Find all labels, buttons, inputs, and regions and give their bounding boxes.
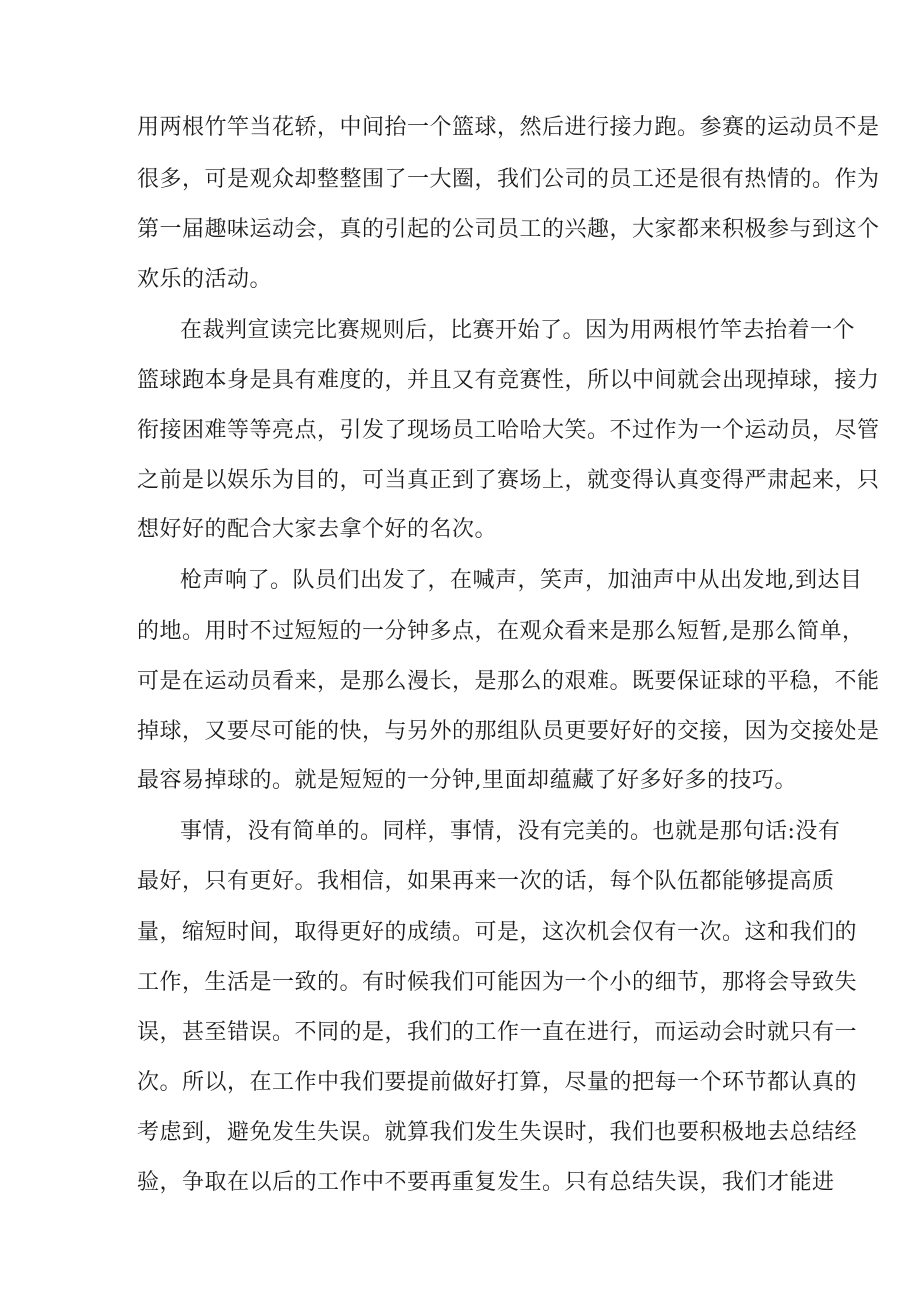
text-line: 工作，生活是一致的。有时候我们可能因为一个小的细节，那将会导致失 [137,970,858,995]
text-line: 在裁判宣读完比赛规则后，比赛开始了。因为用两根竹竿去抬着一个 [180,318,856,343]
text-line: 次。所以，在工作中我们要提前做好打算，尽量的把每一个环节都认真的 [137,1070,858,1095]
text-line: 量，缩短时间，取得更好的成绩。可是，这次机会仅有一次。这和我们的 [137,920,858,945]
text-line: 最好，只有更好。我相信，如果再来一次的话，每个队伍都能够提高质 [137,869,835,894]
text-line: 之前是以娱乐为目的，可当真正到了赛场上，就变得认真变得严肃起来，只 [137,468,880,493]
text-line: 用两根竹竿当花轿，中间抬一个篮球，然后进行接力跑。参赛的运动员不是 [137,115,880,140]
text-line: 可是在运动员看来，是那么漫长，是那么的艰难。既要保证球的平稳，不能 [137,669,880,694]
text-line: 欢乐的活动。 [137,267,273,292]
text-line: 衔接困难等等亮点，引发了现场员工哈哈大笑。不过作为一个运动员，尽管 [137,418,880,443]
text-line: 最容易掉球的。就是短短的一分钟,里面却蕴藏了好多好多的技巧。 [137,768,797,793]
text-line: 掉球，又要尽可能的快，与另外的那组队员更要好好的交接，因为交接处是 [137,719,880,744]
text-line: 的地。用时不过短短的一分钟多点，在观众看来是那么短暂,是那么简单， [137,619,865,644]
text-line: 篮球跑本身是具有难度的，并且又有竞赛性，所以中间就会出现掉球，接力 [137,368,880,393]
text-line: 想好好的配合大家去拿个好的名次。 [137,517,498,542]
text-line: 枪声响了。队员们出发了，在喊声，笑声，加油声中从出发地,到达目 [180,568,863,593]
text-line: 事情，没有简单的。同样，事情，没有完美的。也就是那句话:没有 [180,819,841,844]
text-line: 很多，可是观众却整整围了一大圈，我们公司的员工还是很有热情的。作为 [137,167,880,192]
text-line: 第一届趣味运动会，真的引起的公司员工的兴趣，大家都来积极参与到这个 [137,217,880,242]
text-line: 误，甚至错误。不同的是，我们的工作一直在进行，而运动会时就只有一 [137,1020,858,1045]
text-line: 验，争取在以后的工作中不要再重复发生。只有总结失误，我们才能进 [137,1170,835,1195]
text-line: 考虑到，避免发生失误。就算我们发生失误时，我们也要积极地去总结经 [137,1120,858,1145]
